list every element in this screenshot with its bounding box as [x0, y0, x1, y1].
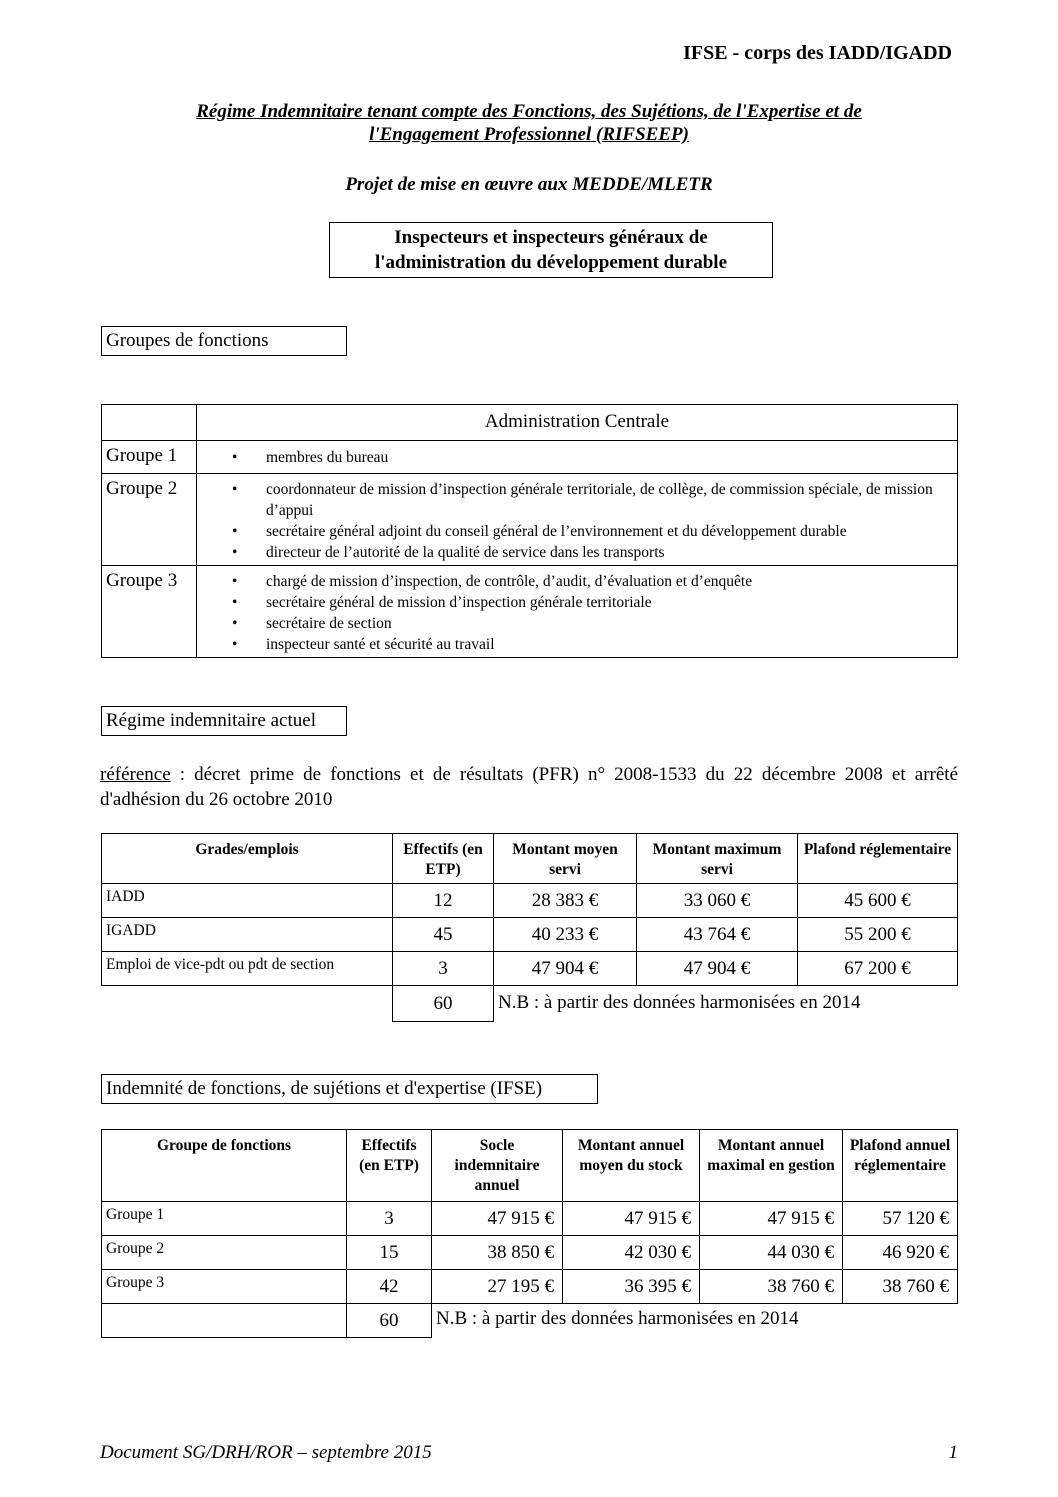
pfr-note: N.B : à partir des données harmonisées en 2014 — [498, 992, 861, 1013]
ifse-header-plafond: Plafond annuel réglementaire — [843, 1130, 958, 1202]
footer-text: Document SG/DRH/ROR – septembre 2015 — [100, 1442, 432, 1463]
pfr-header-grades: Grades/emplois — [102, 834, 393, 884]
table-row — [102, 1270, 958, 1304]
table-total-row — [102, 1304, 958, 1338]
list-item: • secrétaire général de mission d’inspection générale territoriale — [98, 592, 956, 613]
table-row — [102, 884, 958, 918]
ifse-header-maximal: Montant annuel maximal en gestion — [700, 1130, 843, 1202]
list-item: • chargé de mission d’inspection, de contrôle, d’audit, d’évaluation et d’enquête — [98, 571, 956, 592]
table-cell: 38 760 € — [700, 1270, 843, 1304]
table-cell: 55 200 € — [798, 918, 958, 952]
table-row — [102, 952, 958, 986]
document-title — [100, 100, 958, 146]
table-cell: 36 395 € — [563, 1270, 700, 1304]
list-item: • secrétaire général adjoint du conseil général de l’environnement et du développement durable — [98, 521, 956, 542]
title-line-1: Régime Indemnitaire tenant compte des Fonctions, des Sujétions, de l'Expertise et de — [196, 101, 862, 122]
table-cell: IGADD — [102, 918, 393, 952]
reference-paragraph — [100, 762, 958, 812]
table-cell: 38 760 € — [843, 1270, 958, 1304]
table-cell: 47 915 € — [563, 1202, 700, 1236]
table-cell: Groupe 2 — [102, 1236, 347, 1270]
group-2-name: Groupe 2 — [102, 474, 197, 566]
pfr-header-plafond: Plafond réglementaire — [798, 834, 958, 884]
list-item: • coordonnateur de mission d’inspection générale territoriale, de collège, de commission spéciale, de mission d’appui — [98, 479, 956, 521]
ifse-table — [101, 1129, 958, 1338]
table-cell: 42 — [347, 1270, 432, 1304]
table-cell: 45 — [393, 918, 494, 952]
groups-table — [101, 404, 958, 658]
table-cell: 47 904 € — [637, 952, 798, 986]
ifse-total: 60 — [347, 1304, 432, 1338]
table-cell: 57 120 € — [843, 1202, 958, 1236]
group-1-name: Groupe 1 — [102, 441, 197, 474]
groups-header: Administration Centrale — [197, 405, 958, 441]
table-cell: 42 030 € — [563, 1236, 700, 1270]
table-cell: 46 920 € — [843, 1236, 958, 1270]
table-cell: Groupe 1 — [102, 1202, 347, 1236]
table-cell: 38 850 € — [432, 1236, 563, 1270]
title-line-2: l'Engagement Professionnel (RIFSEEP) — [369, 124, 689, 145]
table-cell: 47 904 € — [494, 952, 637, 986]
ifse-header-groupe: Groupe de fonctions — [102, 1130, 347, 1202]
table-cell: 27 195 € — [432, 1270, 563, 1304]
reference-label: référence — [100, 764, 171, 785]
document-label: IFSE - corps des IADD/IGADD — [683, 42, 952, 64]
table-cell: 47 915 € — [432, 1202, 563, 1236]
table-cell: 15 — [347, 1236, 432, 1270]
pfr-total: 60 — [393, 986, 494, 1022]
group-3-items — [197, 566, 958, 658]
corps-line-1: Inspecteurs et inspecteurs généraux de — [394, 227, 708, 248]
table-cell: 43 764 € — [637, 918, 798, 952]
table-row — [102, 918, 958, 952]
table-cell-empty — [102, 1304, 347, 1338]
ifse-note: N.B : à partir des données harmonisées en 2014 — [436, 1308, 799, 1329]
table-cell: 45 600 € — [798, 884, 958, 918]
table-cell: 67 200 € — [798, 952, 958, 986]
section-ifse: Indemnité de fonctions, de sujétions et d'expertise (IFSE) — [101, 1074, 598, 1104]
ifse-header-moyen: Montant annuel moyen du stock — [563, 1130, 700, 1202]
table-cell: 40 233 € — [494, 918, 637, 952]
table-row — [102, 1236, 958, 1270]
corps-box — [329, 222, 773, 278]
table-cell: IADD — [102, 884, 393, 918]
table-cell: 44 030 € — [700, 1236, 843, 1270]
table-cell: 33 060 € — [637, 884, 798, 918]
table-cell: 3 — [347, 1202, 432, 1236]
section-regime-actuel: Régime indemnitaire actuel — [101, 706, 347, 736]
page-number: 1 — [948, 1442, 958, 1463]
list-item: • inspecteur santé et sécurité au travail — [98, 634, 956, 655]
document-subtitle: Projet de mise en œuvre aux MEDDE/MLETR — [345, 174, 713, 195]
table-cell: 3 — [393, 952, 494, 986]
table-cell: Groupe 3 — [102, 1270, 347, 1304]
pfr-header-moyen: Montant moyen servi — [494, 834, 637, 884]
list-item: • secrétaire de section — [98, 613, 956, 634]
ifse-header-socle: Socle indemnitaire annuel — [432, 1130, 563, 1202]
pfr-header-maximum: Montant maximum servi — [637, 834, 798, 884]
table-cell: 28 383 € — [494, 884, 637, 918]
table-cell-empty — [102, 986, 393, 1022]
corps-line-2: l'administration du développement durable — [374, 252, 728, 273]
list-item: • membres du bureau — [98, 447, 956, 468]
table-cell: 47 915 € — [700, 1202, 843, 1236]
reference-text: : décret prime de fonctions et de résultats (PFR) n° 2008-1533 du 22 décembre 2008 et arrêté d'adhésion du 26 octobre 2010 — [100, 764, 958, 810]
table-cell: Emploi de vice-pdt ou pdt de section — [102, 952, 393, 986]
table-total-row — [102, 986, 958, 1022]
pfr-table — [101, 833, 958, 1022]
table-cell: 12 — [393, 884, 494, 918]
group-1-items — [197, 441, 958, 474]
group-3-name: Groupe 3 — [102, 566, 197, 658]
groups-header-empty — [102, 405, 197, 441]
ifse-header-effectifs: Effectifs (en ETP) — [347, 1130, 432, 1202]
table-row — [102, 1202, 958, 1236]
group-2-items — [197, 474, 958, 566]
section-groupes-fonctions: Groupes de fonctions — [101, 326, 347, 356]
list-item: • directeur de l’autorité de la qualité de service dans les transports — [98, 542, 956, 563]
pfr-header-effectifs: Effectifs (en ETP) — [393, 834, 494, 884]
